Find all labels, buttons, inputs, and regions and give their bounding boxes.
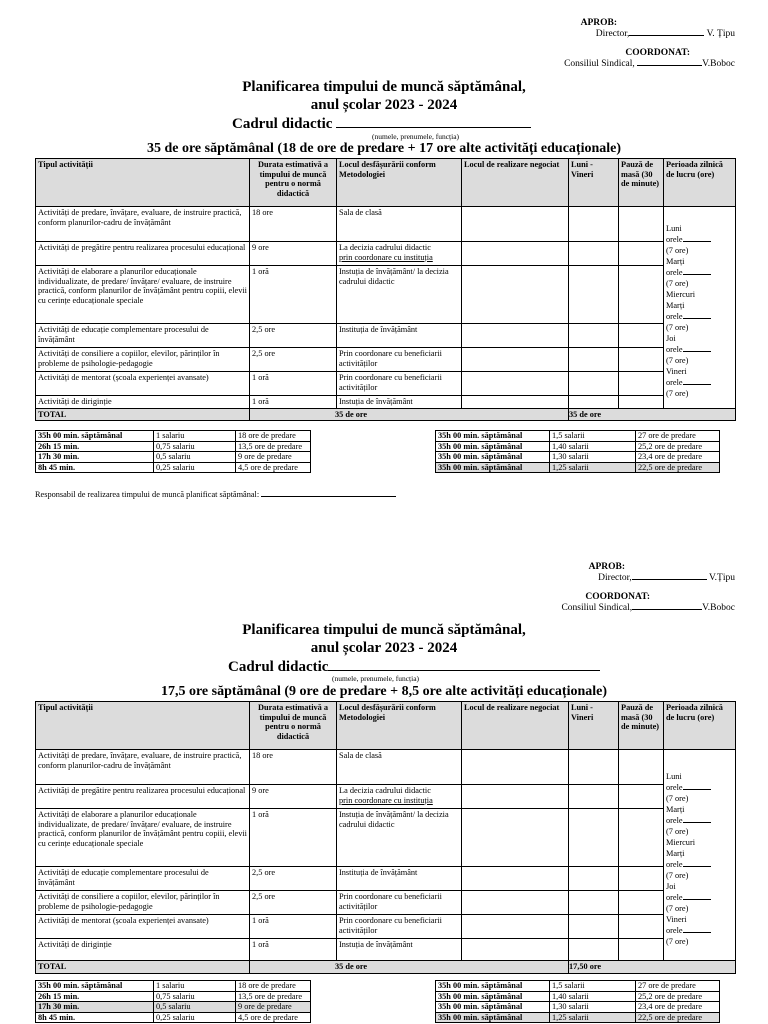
table-row: Activități de educație complementare procesului de învățământ 2,5 ore Instituția de învățământ	[36, 867, 736, 891]
cadru-note: (numele, prenumele, funcția)	[372, 132, 460, 141]
table-row: Activități de mentorat (școala experienței avansate) 1 oră Prin coordonare cu beneficiarii activităților	[36, 915, 736, 939]
cadru-didactic: Cadrul didactic	[232, 115, 531, 133]
table-row: 26h 15 min. 0,75 salariu 13,5 ore de predare	[36, 991, 311, 1002]
director-label: Director,	[595, 29, 630, 39]
aprob-label: APROB	[580, 18, 614, 28]
table-row: Activități de elaborare a planurilor educaționale individualizate, de predare/ învățare/ evaluare, de instruire practică, conform planurilor de învățământ pentru copiii, elevii cu cerințe educaționale speciale 1 oră Instuția de învățământ/ la decizia cadrului didactic	[36, 266, 736, 324]
table-row: 17h 30 min. 0,5 salariu 9 ore de predare	[36, 1002, 311, 1013]
table-row: 35h 00 min. săptămânal 1,40 salarii 25,2 ore de predare	[436, 441, 720, 452]
page-subtitle: 35 de ore săptămânal (18 de ore de predare + 17 ore alte activități educaționale)	[146, 141, 622, 156]
table-row: 26h 15 min. 0,75 salariu 13,5 ore de predare	[36, 441, 311, 452]
responsabil-line: Responsabil de realizarea timpului de muncă planificat săptămânal:	[35, 490, 396, 499]
consiliu-label: Consiliul Sindical,	[564, 59, 635, 69]
table-row: Activități de educație complementare procesului de învățământ 2,5 ore Instituția de învățământ	[36, 324, 736, 348]
days-schedule: Luni orele (7 ore) Marți orele (7 ore) Miercuri Marți orele (7 ore) Joi orele (7 ore) Vineri orele (7 ore)	[664, 750, 736, 961]
activities-table	[35, 701, 736, 974]
norms-table-left	[35, 430, 311, 473]
approval-block: APROB: Director, V.Țipu COORDONAT: Consiliul Sindical, V.Boboc	[561, 562, 735, 613]
director-name: V. Țipu	[706, 29, 735, 39]
table-row: 35h 00 min. săptămânal 1,5 salarii 27 ore de predare	[436, 981, 720, 992]
table-row: 17h 30 min. 0,5 salariu 9 ore de predare	[36, 452, 311, 463]
table-row: 35h 00 min. săptămânal 1 salariu 18 ore de predare	[36, 431, 311, 442]
negociat-cell[interactable]	[462, 207, 569, 242]
table-row: Activități de predare, învățare, evaluare, de instruire practică, conform planurilor-cadru de învățământ 18 ore Sala de clasă Luni orele (7 ore) Marți orele (7 ore) Miercuri Marți orele (7 ore) Joi orele (7 ore) Vineri orele (7 ore)	[36, 207, 736, 242]
table-row: 8h 45 min. 0,25 salariu 4,5 ore de predare	[36, 1012, 311, 1023]
total-row: TOTAL 35 de ore 35 de ore	[36, 408, 736, 421]
page-subtitle: 17,5 ore săptămânal (9 ore de predare + 8,5 ore alte activități educaționale)	[160, 684, 608, 699]
norms-table-right	[435, 430, 720, 473]
total-row: TOTAL 35 de ore 17,50 ore	[36, 961, 736, 974]
table-row: Activități de mentorat (școala experienței avansate) 1 oră Prin coordonare cu beneficiarii activităților	[36, 372, 736, 396]
table-row: 35h 00 min. săptămânal 1,40 salarii 25,2 ore de predare	[436, 991, 720, 1002]
norms-table-right	[435, 980, 720, 1023]
table-row: Activități de consiliere a copiilor, elevilor, părinților în probleme de psihologie-pedagogie 2,5 ore Prin coordonare cu beneficiarii activităților	[36, 348, 736, 372]
cadru-didactic: Cadrul didactic	[228, 658, 600, 676]
table-row: 8h 45 min. 0,25 salariu 4,5 ore de predare	[36, 462, 311, 473]
page-title: Planificarea timpului de muncă săptămânal, anul școlar 2023 - 2024	[242, 622, 526, 656]
days-schedule: Luni orele (7 ore) Marți orele (7 ore) Miercuri Marți orele (7 ore) Joi orele (7 ore) Vineri orele (7 ore)	[664, 207, 736, 409]
table-row: 35h 00 min. săptămânal 1,30 salarii 23,4 ore de predare	[436, 452, 720, 463]
coordonat-label: COORDONAT	[625, 48, 687, 58]
table-row: Activități de elaborare a planurilor educaționale individualizate, de predare/ învățare/ evaluare, de instruire practică, conform planurilor de învățământ pentru copiii, elevii cu cerințe educaționale speciale 1 oră Instuția de învățământ/ la decizia cadrului didactic	[36, 809, 736, 867]
table-header: Tipul activității Durata estimativă a timpului de muncă pentru o normă didactică Locul desfășurării conform Metodologiei Locul de realizare negociat Luni - Vineri Pauză de masă (30 de minute) Perioada zilnică de lucru (ore)	[36, 702, 736, 750]
table-row: 35h 00 min. săptămânal 1,30 salarii 23,4 ore de predare	[436, 1002, 720, 1013]
page-title: Planificarea timpului de muncă săptămânal, anul școlar 2023 - 2024	[242, 79, 526, 113]
consiliu-name: V.Boboc	[702, 59, 735, 69]
norms-table-left	[35, 980, 311, 1023]
table-row: Activități de diriginție 1 oră Instuția de învățământ	[36, 396, 736, 409]
table-row: 35h 00 min. săptămânal 1,25 salarii 22,5 ore de predare	[436, 1012, 720, 1023]
table-row: 35h 00 min. săptămânal 1 salariu 18 ore de predare	[36, 981, 311, 992]
table-row: 35h 00 min. săptămânal 1,5 salarii 27 ore de predare	[436, 431, 720, 442]
table-row: Activități de pregătire pentru realizarea procesului educațional 9 ore La decizia cadrului didactic prin coordonare cu instituția	[36, 242, 736, 266]
table-row: Activități de predare, învățare, evaluare, de instruire practică, conform planurilor-cadru de învățământ 18 ore Sala de clasă Luni orele (7 ore) Marți orele (7 ore) Miercuri Marți orele (7 ore) Joi orele (7 ore) Vineri orele (7 ore)	[36, 750, 736, 785]
table-header: Tipul activității Durata estimativă a timpului de muncă pentru o normă didactică Locul desfășurării conform Metodologiei Locul de realizare negociat Luni - Vineri Pauză de masă (30 de minute) Perioada zilnică de lucru (ore)	[36, 159, 736, 207]
table-row: Activități de pregătire pentru realizarea procesului educațional 9 ore La decizia cadrului didactic prin coordonare cu instituția	[36, 785, 736, 809]
table-row: Activități de consiliere a copiilor, elevilor, părinților în probleme de psihologie-pedagogie 2,5 ore Prin coordonare cu beneficiarii activităților	[36, 891, 736, 915]
table-row: Activități de diriginție 1 oră Instuția de învățământ	[36, 939, 736, 961]
approval-block: APROB: Director, V. Țipu COORDONAT: Consiliul Sindical, V.Boboc	[564, 18, 735, 69]
activities-table	[35, 158, 736, 421]
table-row: 35h 00 min. săptămânal 1,25 salarii 22,5 ore de predare	[436, 462, 720, 473]
